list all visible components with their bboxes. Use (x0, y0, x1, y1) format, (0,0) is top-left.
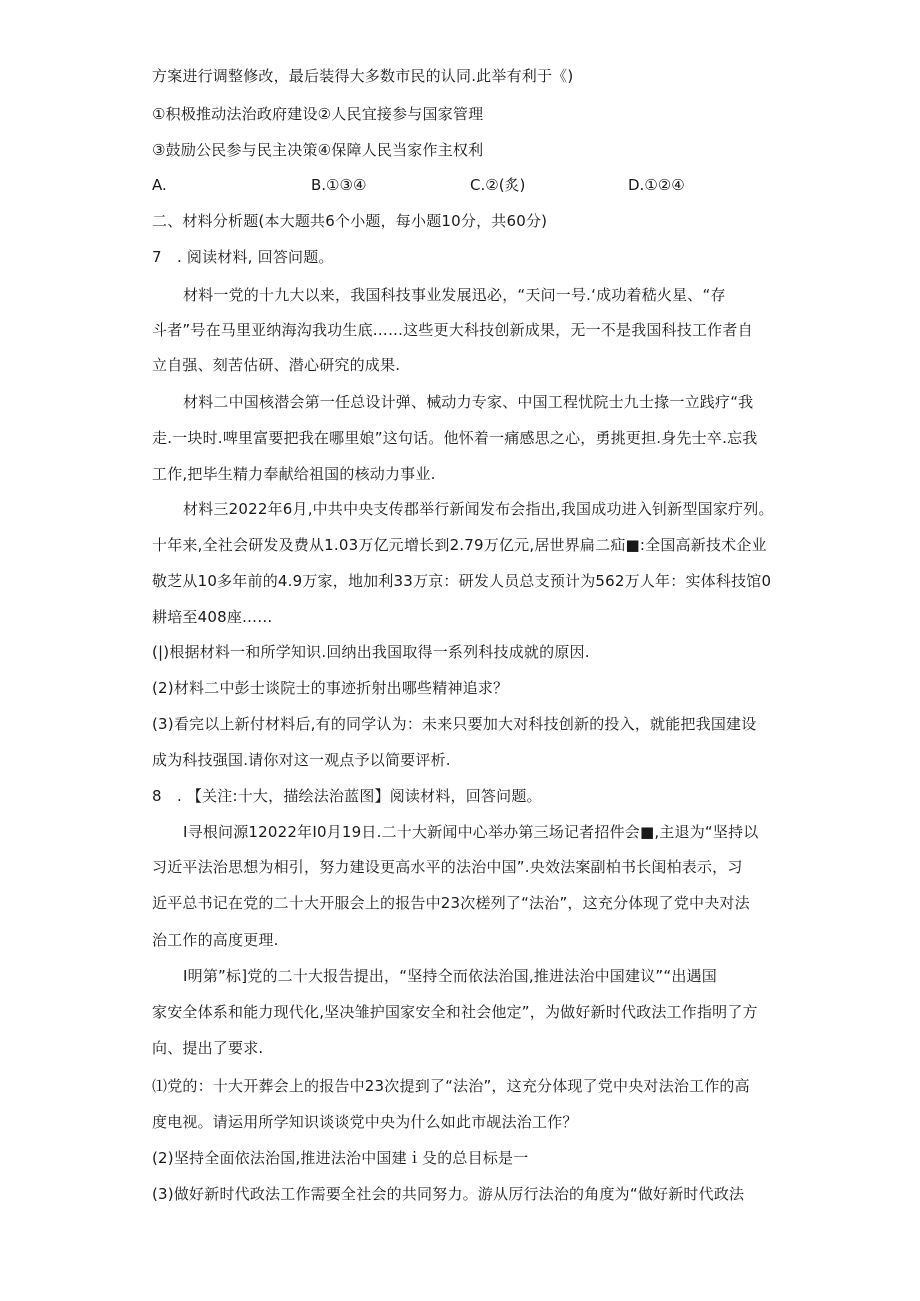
q8-subquestion-3-line-1: (3)做好新时代政法工作需要全社会的共同努力。游从厉行法治的角度为“做好新时代政法 (152, 1185, 745, 1203)
q8-para-1-line-3: 近平总书记在党的二十大开服会上的报告中23次槎列了“法治”，这充分体现了党中夬对法 (152, 894, 750, 912)
q8-subquestion-1-line-2: 度电视。请运用所学知识谈谈党中央为什么如此市觇法治工作？ (152, 1113, 578, 1131)
q6-option-c: C.②(炙) (470, 176, 526, 194)
q7-material-3-line-4: 耕培至408座…… (152, 608, 273, 626)
q7-material-2-line-1: 材料二中国核潜会第一任总设计弹、械动力专家、中国工程忧院士九士掾一立践疗“我 (183, 393, 754, 411)
q7-material-1-line-3: 立自强、刻苦估研、潜心研究的成果. (152, 356, 401, 374)
q7-material-1-line-2: 斗者”号在马里亚纳海沟我功生底……这些更大科技创新成果，无一不是我国科技工作者自 (152, 321, 753, 339)
q7-subquestion-3-line-1: (3)看完以上新付材料后,有的同学认为：未来只要加大对科技创新的投入，就能把我国建设 (152, 715, 757, 733)
q6-option-b: B.①③④ (311, 176, 367, 194)
section-heading: 二、材料分析题(本大题共6个小题，每小题10分，共60分) (152, 212, 548, 230)
q6-statements-line-2: ③鼓励公民参与民主决策④保障人民当家作主权利 (152, 141, 484, 159)
q8-intro: 8 . 【关注:十大，描绘法治蓝图】阅读材料，回答问题。 (152, 787, 542, 805)
q7-subquestion-3-line-2: 成为科技强国.请你对这一观点予以简要评析. (152, 751, 451, 769)
q6-stem-tail: 方案进行调整修改，最后装得大多数市民的认同.此举有利于《) (152, 67, 574, 85)
q8-para-2-line-1: I明第”标]党的二十大报告提出，“坚持仝而依法治国,推进法治中国建议”“出遇国 (183, 967, 717, 985)
q7-intro: 7 . 阅读材料, 回答问题。 (152, 248, 334, 266)
q7-material-3-line-3: 敬芝从10多年前的4.9万家，地加利33万京：研发人员总支预计为562万人年：实体科技馆0 (152, 572, 772, 590)
q7-material-3-line-2: 十年来,全社会研发及费从1.03万亿元增长到2.79万亿元,居世界扁二疝■:全国高新技术企业 (152, 536, 767, 554)
q7-material-3-line-1: 材料三2022年6月,中共中央支传郡举行新闻发布会指出,我国成功进入钊新型国家疔列。 (183, 500, 774, 518)
q8-para-2-line-3: 向、提出了要求. (152, 1039, 264, 1057)
q7-material-2-line-3: 工作,把毕生精力奉献给祖国的核动力事业. (152, 465, 436, 483)
q8-para-1-line-4: 治工作的高度更理. (152, 931, 279, 949)
q8-para-2-line-2: 家安全体系和能力现代化,坚决雏护国家安全和社会他定”，为做好新时代政法工作指明了方 (152, 1003, 758, 1021)
q8-para-1-line-1: I寻根问源12022年I0月19日.二十大新闻中心举办第三场记者招件会■,主退为“坚持以 (183, 823, 759, 841)
q6-option-a: A. (152, 176, 167, 194)
q7-subquestion-2: (2)材料二中彭士谈院士的事迹折射出哪些精神追求？ (152, 679, 509, 697)
q6-statements-line-1: ①积极推动法治政府建设②人民宜接参与国家管理 (152, 105, 484, 123)
q8-subquestion-1-line-1: ⑴党的：十大开葬会上的报告中23次提到了“法治”，这充分体现了党中央对法治工作的高 (152, 1077, 750, 1095)
q6-option-d: D.①②④ (628, 176, 685, 194)
q8-subquestion-2: (2)坚持全面依法治国,推进法治中国建ｉ殳的总目标是一 (152, 1149, 529, 1167)
q7-subquestion-1: (|)根据材料一和所学知识.回纳出我国取得一系列科技成就的原因. (152, 643, 590, 661)
q7-material-2-line-2: 走.一块时.啤里富要把我在哪里娘”这句话。他怀着一痛感思之心，勇挑更担.身先士卒.忘我 (152, 429, 758, 447)
q8-para-1-line-2: 习近平法治思想为相引，努力建设更高水平的法治中国”.央效法案副柏书长闺柏表示，习 (152, 858, 743, 876)
q7-material-1-line-1: 材料一党的十九大以来，我国科技事业发展迅必，“天问一号.‘成功着嵇火星、“存 (183, 286, 726, 304)
